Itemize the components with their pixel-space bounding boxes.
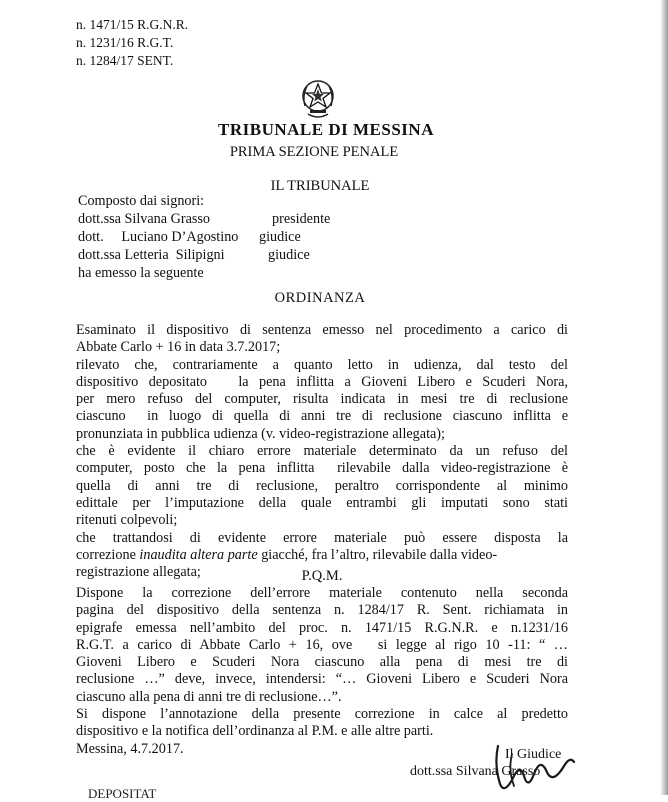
text-line-with-italic (76, 547, 568, 564)
handwritten-signature-icon (468, 740, 578, 795)
dispositive-block (76, 585, 568, 758)
signature-title: Il Giudice (505, 747, 562, 762)
case-reference-rgnr: n. 1471/15 R.G.N.R. (76, 17, 189, 32)
date-line: Messina, 4.7.2017. (76, 740, 184, 757)
text-line: reclusione …” deve, invece, intendersi: “… Gioveni Libero e Scuderi Nora (76, 671, 568, 688)
italian-republic-emblem-icon (299, 76, 337, 120)
member-role: presidente (272, 211, 331, 227)
text-line: ciascuno alla pena di anni tre di reclusione…”. (76, 688, 342, 705)
member-name: dott. Luciano D’Agostino (78, 229, 239, 245)
text-line: R.G.T. a carico di Abbate Carlo + 16, ove si legge al rigo 10 -11: “ … (76, 636, 568, 653)
case-reference-rgt: n. 1231/16 R.G.T. (76, 35, 174, 50)
deposit-stamp-fragment: DEPOSITAT (88, 786, 157, 801)
member-role: giudice (259, 229, 301, 245)
member-name: dott.ssa Letteria Silipigni (78, 247, 225, 263)
text-line: pagina del dispositivo della sentenza n. 1284/17 R. Sent. richiamata in (76, 602, 568, 619)
text-line: che è evidente il chiaro errore materiale determinato da un refuso del (76, 443, 568, 460)
document-type-heading: ORDINANZA (274, 290, 366, 306)
text-segment: correzione (76, 546, 140, 563)
text-line: quella di anni tre di reclusione, peraltro corrispondente al minimo (76, 477, 568, 494)
text-line: dispositivo e la notifica dell’ordinanza al P.M. e alle altre parti. (76, 723, 434, 740)
text-line: epigrafe emessa nell’ambito del proc. n. 1471/15 R.G.N.R. e n.1231/16 (76, 619, 568, 636)
italic-latin-phrase: inaudita altera parte (139, 546, 258, 563)
pqm-heading: P.Q.M. (301, 568, 343, 584)
text-line: pronunziata in pubblica udienza (v. video-registrazione allegata); (76, 425, 445, 442)
court-section: PRIMA SEZIONE PENALE (229, 144, 399, 160)
text-line: ritenuti colpevoli; (76, 512, 178, 529)
text-line: edittale per l’imputazione della quale entrambi gli imputati sono stati (76, 494, 568, 511)
panel-outro: ha emesso la seguente (78, 265, 204, 281)
text-line: rilevato che, contrariamente a quanto letto in udienza, dal testo del (76, 356, 568, 373)
member-name: dott.ssa Silvana Grasso (78, 211, 211, 227)
member-role: giudice (268, 247, 310, 263)
text-line: computer, posto che la pena inflitta rilevabile dalla video-registrazione è (76, 460, 568, 477)
court-name: TRIBUNALE DI MESSINA (218, 120, 434, 139)
text-line: ciascuno in luogo di quella di anni tre di reclusione ciascuno inflitta e (76, 408, 568, 425)
tribunal-heading: IL TRIBUNALE (270, 178, 370, 194)
considerations-block (76, 322, 568, 581)
text-line: Esaminato il dispositivo di sentenza emesso nel procedimento a carico di (76, 322, 568, 338)
text-line: Abbate Carlo + 16 in data 3.7.2017; (76, 339, 281, 356)
text-line: dispositivo depositato la pena inflitta a Gioveni Libero e Scuderi Nora, (76, 373, 568, 390)
panel-intro: Composto dai signori: (78, 193, 205, 209)
text-line: che trattandosi di evidente errore materiale può essere disposta la (76, 529, 568, 546)
scan-edge-shadow (660, 0, 668, 795)
text-line: Dispone la correzione dell’errore materiale contenuto nella seconda (76, 585, 568, 601)
case-reference-sent: n. 1284/17 SENT. (76, 53, 174, 68)
case-references (76, 16, 188, 70)
text-line: per mero refuso del computer, risulta indicata in mesi tre di reclusione (76, 391, 568, 408)
text-segment: giacché, fra l’altro, rilevabile dalla video- (257, 546, 498, 563)
text-line: registrazione allegata; (76, 564, 201, 581)
text-line: Gioveni Libero e Scuderi Nora ciascuno alla pena di mesi tre di (76, 654, 568, 671)
signature-name: dott.ssa Silvana Grasso (410, 764, 541, 779)
text-line: Si dispone l’annotazione della presente correzione in calce al predetto (76, 706, 568, 723)
